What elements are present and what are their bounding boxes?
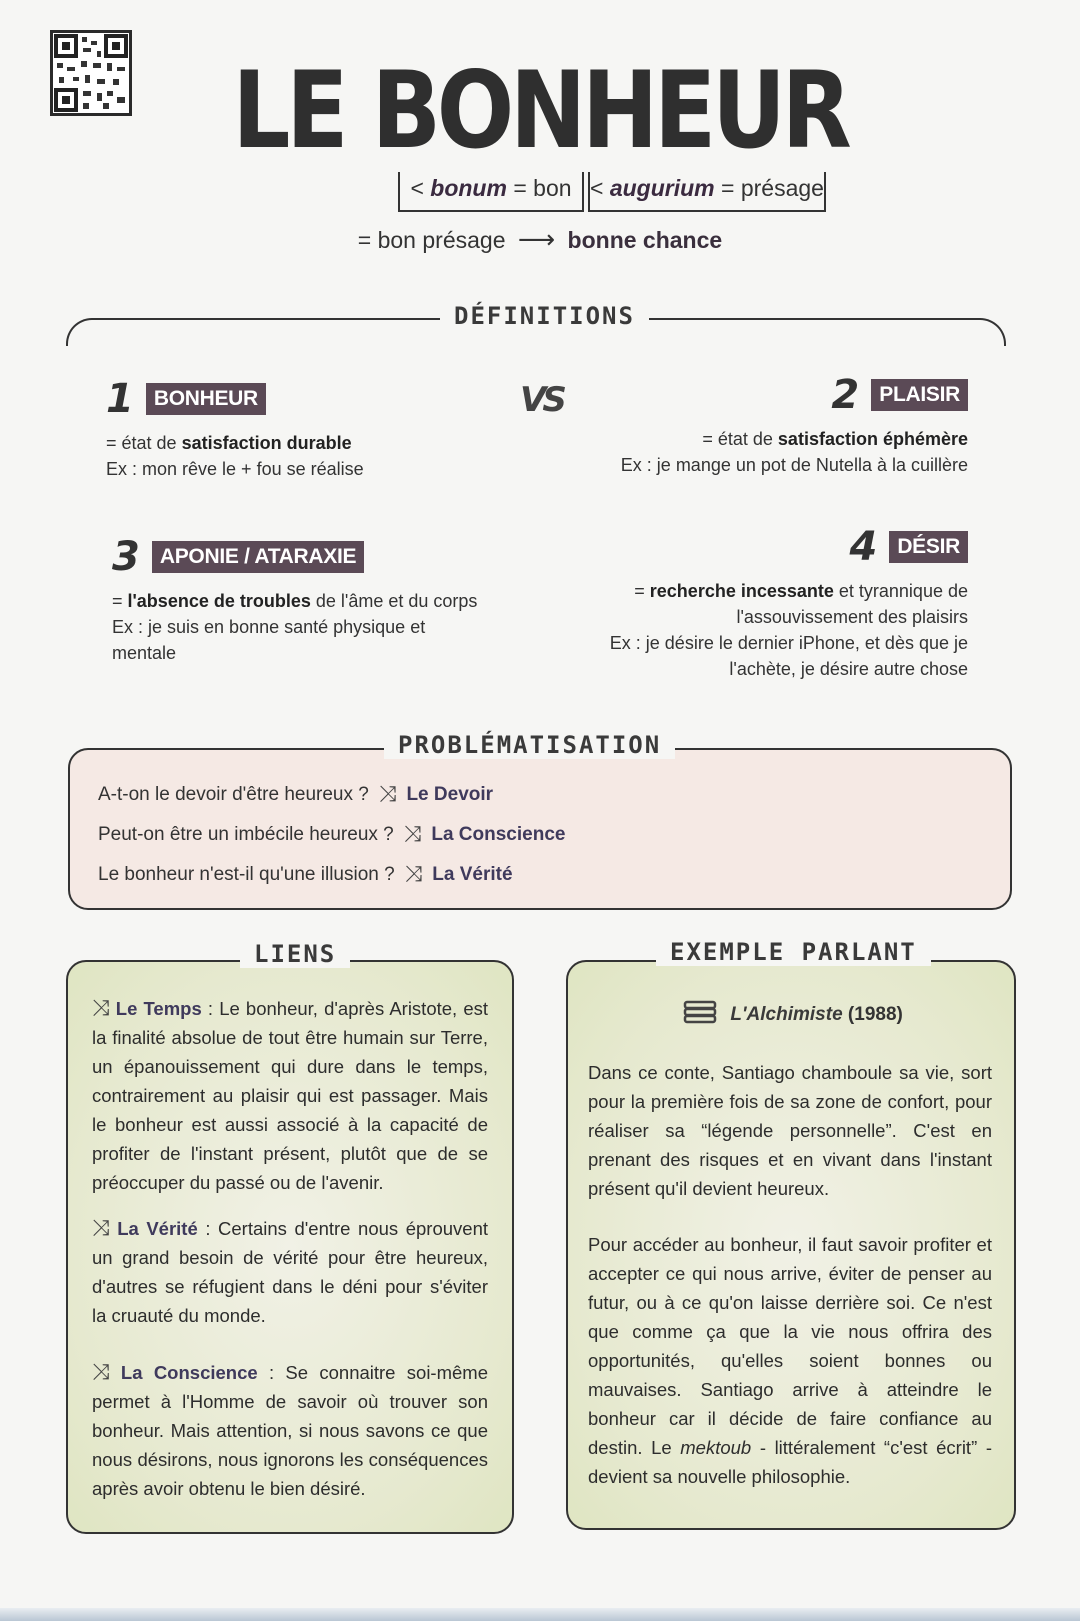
lien-item-conscience [92, 1358, 488, 1503]
shuffle-icon: ⤨ [378, 782, 397, 807]
exemple-heading: EXEMPLE PARLANT [656, 938, 931, 966]
definition-text-post: de l'âme et du corps [310, 591, 478, 611]
etymology-word: bonum [430, 175, 507, 201]
exemple-paragraph-2 [588, 1230, 992, 1491]
book-title: L'Alchimiste [730, 1004, 843, 1026]
definition-plaisir [580, 372, 968, 478]
etymology-prefix: < [410, 175, 424, 201]
etymology-bonum [398, 172, 584, 212]
definition-text-bold: satisfaction durable [181, 433, 352, 453]
definition-example: Ex : je désire le dernier iPhone, et dès que je l'achète, je désire autre chose [609, 633, 968, 679]
etymology-augurium [588, 172, 826, 212]
book-icon [683, 1000, 717, 1030]
problem-link[interactable]: La Vérité [432, 863, 513, 885]
definition-text [112, 588, 492, 666]
lien-text: : Certains d'entre nous éprouvent un grand besoin de vérité pour être heureux, d'autres se réfugient dans le déni pour s'éviter la cruauté du monde. [92, 1218, 489, 1326]
problem-link[interactable]: Le Devoir [406, 783, 494, 805]
etymology-summary-start: = bon présage [357, 227, 506, 253]
definition-number: 2 [831, 372, 860, 418]
page-title: LE BONHEUR [232, 49, 848, 172]
problem-question: A-t-on le devoir d'être heureux ? [98, 783, 369, 805]
definition-text-bold: l'absence de troubles [127, 591, 311, 611]
exemple-paragraph-2-text: Pour accéder au bonheur, il faut savoir profiter et accepter ce qui nous arrive, éviter de penser au futur, ou à ce qu'on laisse derrière soi. Ce n'est que comme ça que la vie nous offrira des opportunités, qu'elles soient bonnes ou mauvaises. Santiago arrive à atteindre le bonheur car il décide de faire confiance au destin. Le [588, 1234, 992, 1458]
definition-aponie [112, 534, 492, 666]
liens-box [66, 960, 514, 1534]
book-reference [568, 1000, 1018, 1030]
definition-text-bold: satisfaction éphémère [777, 429, 968, 449]
shuffle-icon: ⤨ [92, 1360, 110, 1385]
definition-number: 1 [106, 376, 134, 422]
lien-item-temps [92, 994, 488, 1197]
definition-example: Ex : je suis en bonne santé physique et mentale [112, 617, 426, 663]
definition-text [106, 430, 486, 482]
definition-desir [600, 524, 968, 682]
definition-text-bold: recherche incessante [649, 581, 834, 601]
exemple-mektoub: mektoub [680, 1437, 752, 1458]
problem-row [98, 822, 565, 847]
versus-label: VS [520, 380, 563, 420]
definition-bonheur [106, 376, 486, 482]
etymology-prefix: < [590, 175, 604, 201]
shuffle-icon: ⤨ [92, 996, 110, 1021]
definition-text-pre: = état de [106, 433, 182, 453]
definition-tag: BONHEUR [146, 383, 266, 415]
definition-tag: PLAISIR [871, 379, 968, 411]
shuffle-icon: ⤨ [403, 822, 422, 847]
liens-heading: LIENS [240, 940, 350, 968]
definition-text-pre: = état de [702, 429, 778, 449]
book-year: (1988) [847, 1004, 903, 1026]
lien-text: : Le bonheur, d'après Aristote, est la finalité absolue de tout être humain sur Terre, un épanouissement qui dure dans le temps, contrairement au plaisir qui est passager. Mais le bonheur est aussi associé à la capacité de profiter de l'instant présent, plutôt que de se préoccuper du passé ou de l'avenir. [92, 998, 489, 1193]
problem-link[interactable]: La Conscience [431, 823, 566, 845]
definition-example: Ex : je mange un pot de Nutella à la cuillère [620, 455, 968, 475]
problem-question: Le bonheur n'est-il qu'une illusion ? [98, 863, 395, 885]
etymology-summary [0, 224, 1080, 255]
definition-number: 4 [849, 524, 878, 570]
shuffle-icon: ⤨ [92, 1216, 110, 1241]
lien-link[interactable]: La Conscience [120, 1362, 258, 1383]
problematisation-heading: PROBLÉMATISATION [384, 731, 675, 759]
definition-text-pre: = [112, 591, 128, 611]
lien-link[interactable]: La Vérité [117, 1218, 198, 1239]
exemple-paragraph-1: Dans ce conte, Santiago chamboule sa vie, sort pour la première fois de sa zone de confort, pour réaliser sa “légende personnelle”. C'est en prenant des risques et en vivant dans l'instant présent qu'il devient heureux. [588, 1062, 992, 1199]
lien-text: : Se connaitre soi-même permet à l'Homme de savoir où trouver son bonheur. Mais attention, si nous savons ce que nous désirons, nous ignorons les conséquences après avoir obtenu le bien désiré. [92, 1362, 488, 1499]
etymology-meaning: = présage [721, 175, 824, 201]
etymology-word: augurium [609, 175, 715, 201]
definition-example: Ex : mon rêve le + fou se réalise [106, 459, 364, 479]
page-bottom-edge [0, 1608, 1080, 1621]
lien-link[interactable]: Le Temps [115, 998, 202, 1019]
problematisation-box [68, 748, 1012, 910]
problem-row [98, 862, 513, 887]
definition-text [600, 578, 968, 682]
definition-text-pre: = [634, 581, 650, 601]
lien-item-verite [92, 1214, 488, 1330]
etymology-meaning: = bon [513, 175, 572, 201]
definition-tag: DÉSIR [889, 531, 968, 563]
shuffle-icon: ⤨ [404, 862, 423, 887]
exemple-paragraph-2-end: - littéralement “c'est écrit” - devient sa nouvelle philosophie. [588, 1437, 992, 1487]
arrow-right-icon: ⟶ [517, 224, 556, 254]
definition-text-post: et tyrannique de l'assouvissement des plaisirs [736, 581, 968, 627]
definitions-heading: DÉFINITIONS [440, 302, 649, 330]
definition-number: 3 [112, 534, 140, 580]
definition-tag: APONIE / ATARAXIE [152, 541, 364, 573]
exemple-box [566, 960, 1016, 1530]
problem-row [98, 782, 493, 807]
problem-question: Peut-on être un imbécile heureux ? [98, 823, 394, 845]
etymology-summary-end: bonne chance [567, 227, 723, 253]
definition-text [580, 426, 968, 478]
